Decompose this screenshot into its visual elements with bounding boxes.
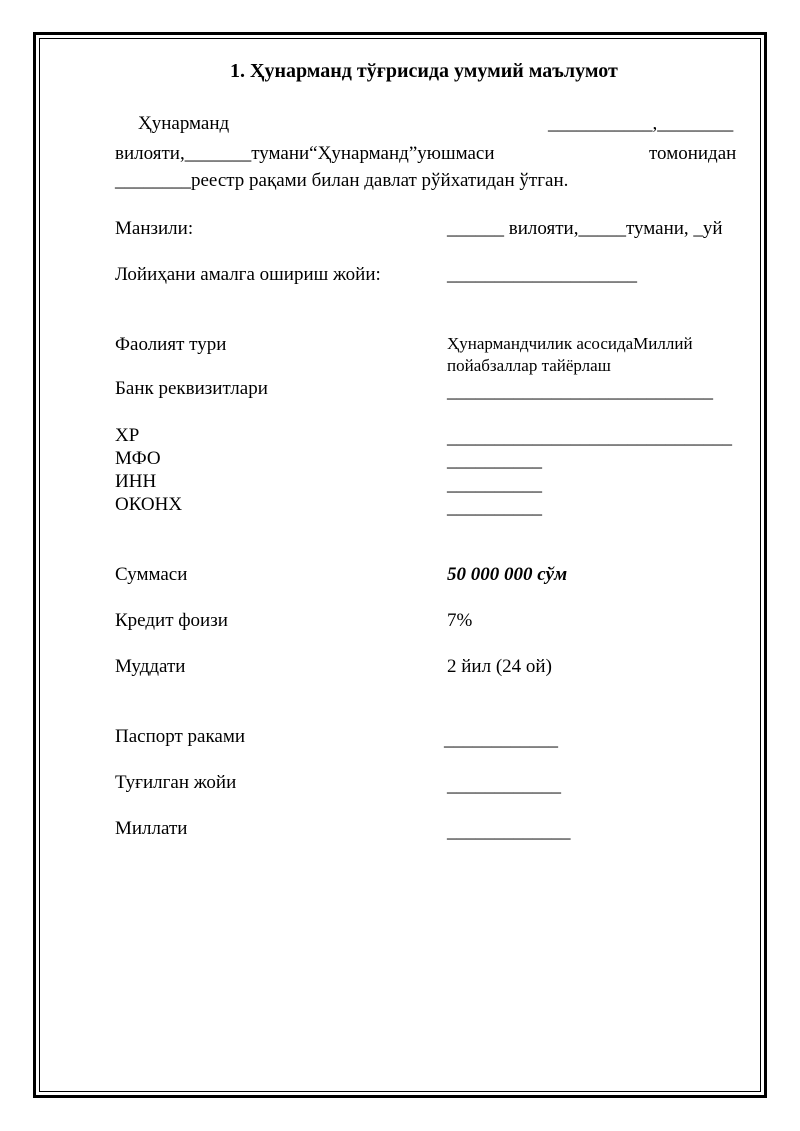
activity-label: Фаолият тури	[115, 334, 227, 355]
birthplace-label: Туғилган жойи	[115, 772, 237, 793]
passport-value: ____________	[444, 729, 558, 750]
activity-value-line2: пойабзаллар тайёрлаш	[447, 356, 611, 375]
section-title: 1. Ҳунарманд тўғрисида умумий маълумот	[230, 60, 618, 82]
term-label: Муддати	[115, 656, 186, 677]
term-value: 2 йил (24 ой)	[447, 656, 552, 677]
nationality-label: Миллати	[115, 818, 188, 839]
inn-value: __________	[447, 474, 542, 495]
bank-value: ____________________________	[447, 381, 713, 402]
project-place-label: Лойиҳани амалга ошириш жойи:	[115, 264, 381, 285]
intro-line1-start: Ҳунарманд	[138, 113, 230, 134]
passport-label: Паспорт раками	[115, 726, 246, 747]
address-value: ______ вилояти,_____тумани, _уй	[447, 218, 723, 239]
nationality-value: _____________	[447, 821, 571, 842]
inn-label: ИНН	[115, 471, 157, 492]
intro-line1-blanks: ___________,________	[548, 113, 734, 134]
intro-line2-text: вилояти,_______тумани“Ҳунарманд”уюшмаси	[115, 143, 495, 164]
amount-label: Суммаси	[115, 564, 188, 585]
mfo-label: МФО	[115, 448, 161, 469]
amount-value: 50 000 000 сўм	[447, 564, 568, 585]
address-label: Манзили:	[115, 218, 194, 239]
okonx-label: ОКОНХ	[115, 494, 183, 515]
birthplace-value: ____________	[447, 775, 561, 796]
rate-label: Кредит фоизи	[115, 610, 228, 631]
project-place-value: ____________________	[447, 264, 637, 285]
intro-line2-end: томонидан	[649, 143, 737, 164]
xr-value: ______________________________	[447, 427, 732, 448]
activity-value-line1: Ҳунармандчилик асосидаМиллий	[447, 334, 693, 353]
mfo-value: __________	[447, 450, 542, 471]
xr-label: ХР	[115, 425, 140, 446]
okonx-value: __________	[447, 497, 542, 518]
rate-value: 7%	[447, 610, 473, 631]
intro-line3: ________реестр рақами билан давлат рўйхатидан ўтган.	[115, 170, 569, 191]
bank-label: Банк реквизитлари	[115, 378, 268, 399]
